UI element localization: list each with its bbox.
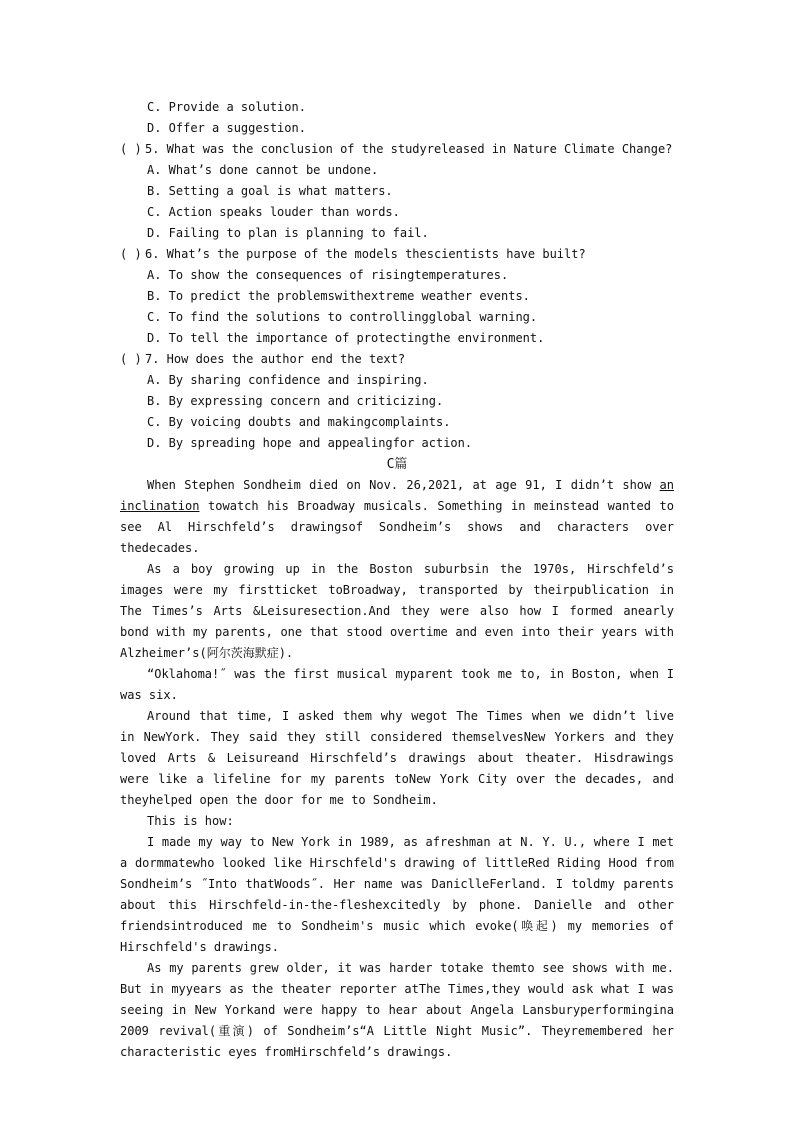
q7-option-b: B. By expressing concern and criticizing. xyxy=(147,394,444,408)
q6-option-a: A. To show the consequences of risingtemperatures. xyxy=(147,268,509,282)
q6-option-b: B. To predict the problemswithextreme weather events. xyxy=(147,289,530,303)
q4-option-c: C. Provide a solution. xyxy=(147,100,306,114)
q5-option-c: C. Action speaks louder than words. xyxy=(147,205,400,219)
question-stem: 7. How does the author end the text? xyxy=(145,352,406,366)
underlined-phrase: an inclination xyxy=(120,478,674,513)
q7-option-d: D. By spreading hope and appealingfor action. xyxy=(147,436,473,450)
exam-page xyxy=(120,97,674,1063)
q4-option-d: D. Offer a suggestion. xyxy=(147,121,306,135)
question-5 xyxy=(120,139,674,160)
q5-option-a: A. What’s done cannot be undone. xyxy=(147,163,379,177)
passage-paragraph-7: As my parents grew older, it was harder totake themto see shows with me. But in myyears as the theater reporter atThe Times,they would ask what I was seeing in New Yorkand were happy to hear about Angela Lansburyperformingina 2009 revival(重演) of Sondheim’s“A Little Night Music”. Theyremembered her characteristic eyes fromHirschfeld’s drawings. xyxy=(120,961,674,1059)
answer-blank: ( ) xyxy=(120,142,142,156)
q5-option-d: D. Failing to plan is planning to fail. xyxy=(147,226,429,240)
q6-option-c: C. To find the solutions to controllingglobal warning. xyxy=(147,310,538,324)
answer-blank: ( ) xyxy=(120,247,142,261)
passage-paragraph-2: As a boy growing up in the Boston suburbsin the 1970s, Hirschfeld’s images were my firstticket toBroadway, transported by theirpublication in The Times’s Arts &Leisuresection.And they were also how I formed anearly bond with my parents, one that stood overtime and even into their years with Alzheimer’s(阿尔茨海默症). xyxy=(120,562,674,660)
passage-paragraph-6: I made my way to New York in 1989, as afreshman at N. Y. U., where I met a dormmatewho looked like Hirschfeld's drawing of littleRed Riding Hood from Sondheim’s ˝Into thatWoods˝. Her name was DaniclleFerland. I toldmy parents about this Hirschfeld-in-the-fleshexcitedly by phone. Danielle and other friendsintroduced me to Sondheim's music which evoke(唤起) my memories of Hirschfeld's drawings. xyxy=(120,835,674,954)
q5-option-b: B. Setting a goal is what matters. xyxy=(147,184,393,198)
question-stem: 6. What’s the purpose of the models thescientists have built? xyxy=(145,247,586,261)
question-7 xyxy=(120,349,674,370)
passage-paragraph-3: “Oklahoma!˝ was the first musical myparent took me to, in Boston, when I was six. xyxy=(120,667,674,702)
section-title: C篇 xyxy=(386,457,408,472)
answer-blank: ( ) xyxy=(120,352,142,366)
passage-paragraph-4: Around that time, I asked them why wegot The Times when we didn’t live in NewYork. They said they still considered themselvesNew Yorkers and they loved Arts & Leisureand Hirschfeld’s drawings about theater. Hisdrawings were like a lifeline for my parents toNew York City over the decades, and theyhelped open the door for me to Sondheim. xyxy=(120,709,674,807)
q6-option-d: D. To tell the importance of protectingthe environment. xyxy=(147,331,545,345)
passage-paragraph-1: When Stephen Sondheim died on Nov. 26,2021, at age 91, I didn’t show an inclination towatch his Broadway musicals. Something in meinstead wanted to see Al Hirschfeld’s drawingsof Sondheim’s shows and characters over thedecades. xyxy=(120,478,674,555)
passage-paragraph-5: This is how: xyxy=(147,814,234,828)
q7-option-c: C. By voicing doubts and makingcomplaints. xyxy=(147,415,451,429)
q7-option-a: A. By sharing confidence and inspiring. xyxy=(147,373,429,387)
question-6 xyxy=(120,244,674,265)
question-stem: 5. What was the conclusion of the studyreleased in Nature Climate Change? xyxy=(145,142,673,156)
